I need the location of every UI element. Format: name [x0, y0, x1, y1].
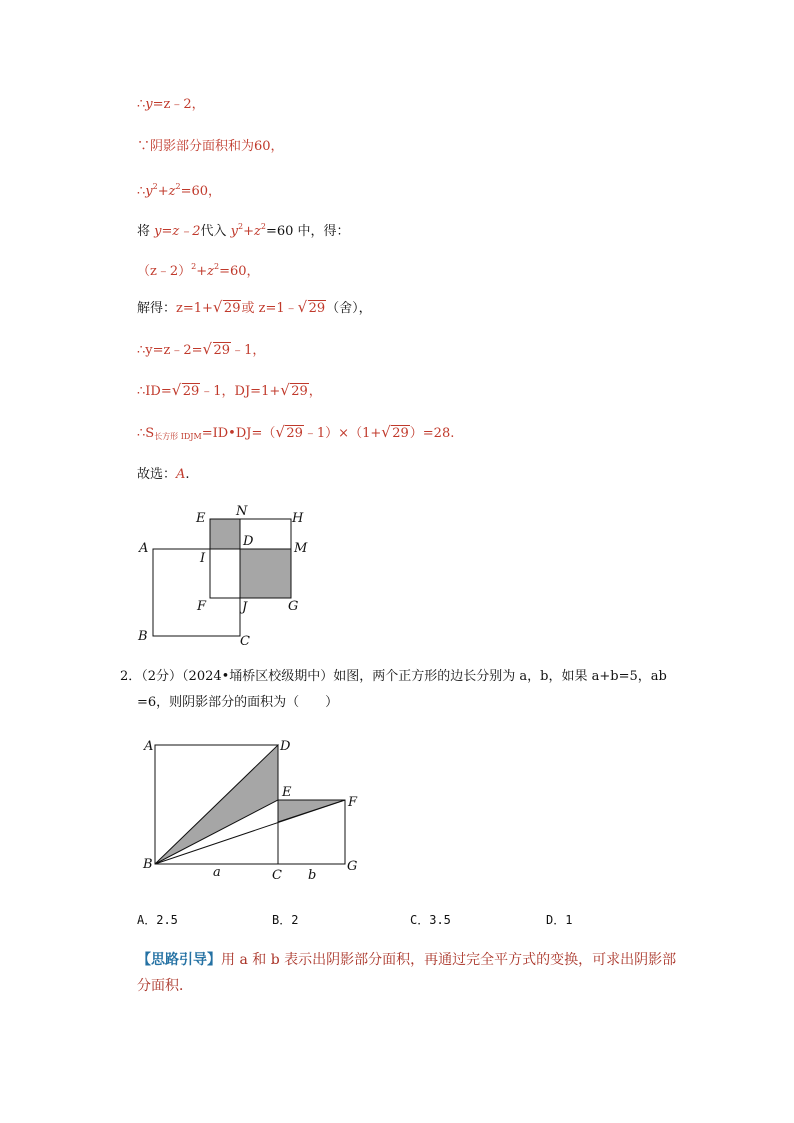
equation-text: y=z﹣2	[154, 224, 201, 239]
sqrt-29	[382, 425, 410, 443]
label-G: G	[288, 599, 299, 614]
exponent-2: 2	[191, 262, 197, 271]
exponent-2: 2	[238, 222, 244, 231]
solution-line-2	[137, 138, 284, 156]
equation-text: =60，	[219, 264, 260, 279]
var-y: y	[230, 224, 238, 239]
equation-text: ∴S	[137, 426, 155, 441]
equation-text: ﹣1）×（1+	[303, 426, 382, 441]
therefore-symbol: ∴	[137, 184, 146, 199]
solution-line-5	[137, 258, 260, 281]
radicand: 29	[286, 426, 303, 441]
sqrt-29	[214, 300, 242, 318]
solution-line-1	[137, 96, 205, 114]
label-D: D	[243, 534, 254, 549]
equation-text: ﹣1，	[231, 343, 266, 358]
option-b[interactable]: B．2	[272, 913, 299, 927]
solution-line-6	[137, 300, 372, 318]
equation-text: ∴y=z﹣2=	[137, 343, 203, 358]
equation-text: =z﹣2，	[152, 97, 205, 112]
statement-text: 解得：	[137, 301, 177, 316]
label-E: E	[282, 785, 292, 800]
hint-line-2: 分面积．	[137, 978, 193, 994]
solution-line-10	[137, 466, 190, 484]
sqrt-29	[281, 383, 309, 401]
label-N: N	[236, 504, 248, 519]
label-J: J	[242, 600, 248, 615]
label-A: A	[144, 739, 154, 754]
figure-1-squares-diagram	[130, 500, 330, 650]
equation-text: =60，	[180, 184, 222, 199]
sqrt-29	[204, 342, 232, 360]
solution-line-7	[137, 342, 265, 360]
option-a[interactable]: A．2.5	[137, 913, 178, 927]
sqrt-29	[276, 425, 304, 443]
equation-text: ∴ID=	[137, 384, 172, 399]
var-z: +z	[243, 224, 261, 239]
hint-tag: 【思路引导】	[137, 952, 221, 968]
option-c[interactable]: C．3.5	[410, 913, 451, 927]
label-I: I	[200, 551, 206, 566]
exponent-2: 2	[213, 262, 220, 271]
label-a: a	[213, 865, 221, 880]
sqrt-29	[299, 300, 327, 318]
question-2-line-2: =6，则阴影部分的面积为（ ）	[137, 695, 339, 710]
question-2-line-1: 2．（2分）（2024•埇桥区校级期中）如图，两个正方形的边长分别为 a，b，如果 a+b=5，ab	[120, 669, 667, 684]
answer-letter: A	[176, 467, 186, 482]
radicand: 29	[291, 384, 308, 399]
statement-text: =60 中，得：	[265, 224, 350, 239]
radicand: 29	[213, 343, 231, 358]
statement-text: ∵阴影部分面积和为60，	[137, 139, 284, 154]
label-B: B	[138, 629, 148, 644]
var-y: y	[145, 97, 153, 112]
label-H: H	[292, 511, 304, 526]
solution-line-3	[137, 178, 221, 201]
radicand: 29	[308, 301, 326, 316]
radicand: 29	[223, 301, 241, 316]
hint-line-1	[137, 950, 676, 970]
equation-text: ）=28.	[409, 426, 455, 441]
statement-text: 将	[137, 224, 155, 239]
var-z: +z	[196, 264, 214, 279]
label-M: M	[294, 541, 308, 556]
var-y: y	[145, 184, 153, 199]
label-D: D	[280, 739, 291, 754]
radicand: 29	[182, 384, 200, 399]
label-E: E	[196, 511, 206, 526]
exponent-2: 2	[175, 182, 181, 191]
equation-text: （z﹣2）	[137, 264, 192, 279]
equation-text: =ID•DJ=（	[201, 426, 276, 441]
shaded-square-EN	[210, 519, 240, 549]
square-ABC	[153, 549, 240, 636]
shaded-triangle-BDE	[155, 745, 278, 864]
radicand: 29	[392, 426, 409, 441]
hint-text: 用 a 和 b 表示出阴影部分面积，再通过完全平方式的变换，可求出阴影部	[221, 952, 677, 968]
label-C: C	[272, 868, 282, 883]
subscript: 长方形 IDJM	[154, 432, 202, 441]
shaded-rect-DJGM	[240, 549, 291, 598]
exponent-2: 2	[152, 182, 158, 191]
label-A: A	[139, 541, 149, 556]
figure-2-squares-diagram	[140, 730, 370, 885]
equation-text: z=1+	[176, 301, 213, 316]
therefore-symbol: ∴	[137, 97, 146, 112]
solution-line-8	[137, 383, 322, 401]
label-b: b	[308, 868, 317, 883]
label-F: F	[197, 599, 207, 614]
equation-text: 或 z=1﹣	[241, 301, 298, 316]
equation-text: ，	[308, 384, 322, 399]
sqrt-29	[173, 383, 201, 401]
label-B: B	[143, 857, 153, 872]
solution-line-9	[137, 425, 454, 446]
equation-text: ﹣1，DJ=1+	[200, 384, 281, 399]
statement-text: 代入	[200, 224, 231, 239]
statement-text: .	[185, 467, 190, 482]
option-d[interactable]: D．1	[546, 913, 573, 927]
label-G: G	[347, 859, 358, 874]
exponent-2: 2	[260, 222, 266, 231]
solution-line-4	[137, 218, 350, 241]
statement-text: 故选：	[137, 467, 177, 482]
label-F: F	[348, 795, 358, 810]
statement-text: （舍），	[326, 301, 372, 316]
var-z: +z	[157, 184, 176, 199]
label-C: C	[240, 634, 250, 649]
